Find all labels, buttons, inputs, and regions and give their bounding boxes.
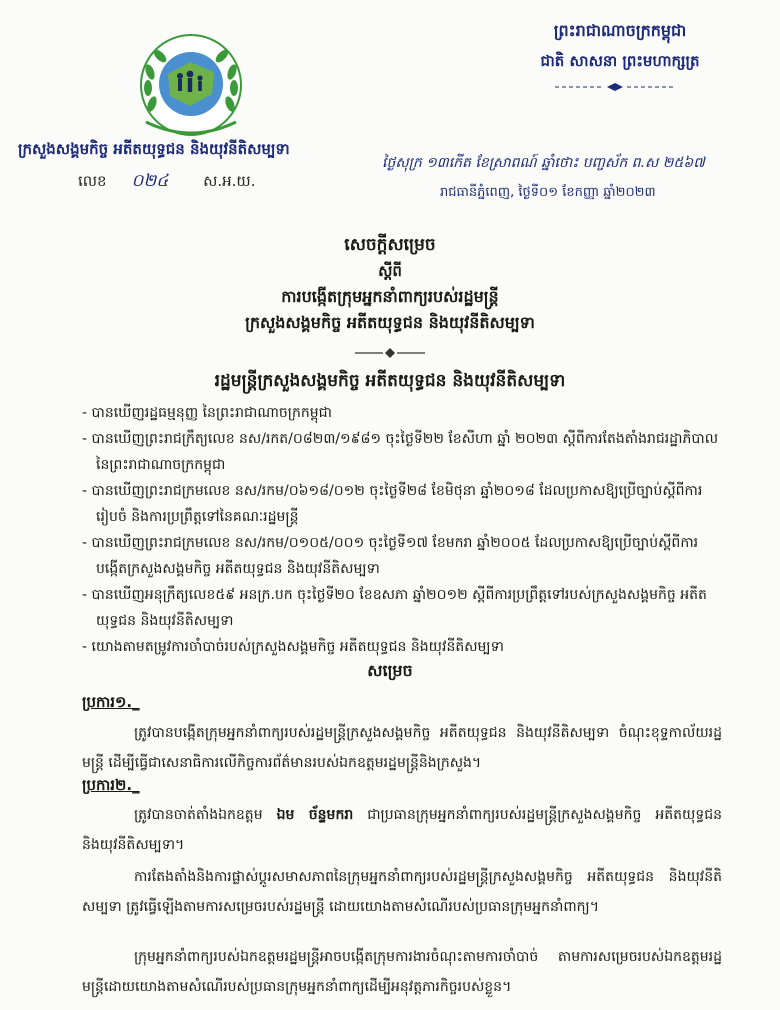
consideration-item: - បានឃើញព្រះរាជក្រមលេខ នស/រកម/០១០៥/០០១ ចុះថ្ងៃទី១៧ ខែមករា ឆ្នាំ២០០៥ ដែលប្រកាសឱ្យប្រើច្បាប់ស្តីពីការបង្កើតក្រសួងសង្គមកិច្ច អតីតយុទ្ធជន និងយុវនីតិសម្បទា <box>82 535 699 577</box>
reference-number <box>78 170 255 195</box>
ministry-name: ក្រសួងសង្គមកិច្ច អតីតយុទ្ធជន និងយុវនីតិសម្បទា <box>18 140 290 158</box>
title-ornament-icon <box>355 347 425 359</box>
kingdom-title: ព្រះរាជាណាចក្រកម្ពុជា <box>553 21 687 40</box>
considerations-list <box>82 400 722 660</box>
document-title <box>0 232 780 336</box>
consideration-item: - បានឃើញរដ្ឋធម្មនុញ្ញ នៃព្រះរាជាណាចក្រកម្ពុជា <box>82 405 332 421</box>
solar-date: រាជធានីភ្នំពេញ, ថ្ងៃទី០១ ខែកញ្ញា ឆ្នាំ២០២៣ <box>440 185 656 200</box>
kingdom-header <box>500 20 740 74</box>
consideration-item: - បានឃើញអនុក្រឹត្យលេខ៥៩ អនក្រ.បក ចុះថ្ងៃទី២០ ខែឧសភា ឆ្នាំ២០១២ ស្តីពីការប្រព្រឹត្តទៅរបស់ក្រសួងសង្គមកិច្ច អតីតយុទ្ធជន និងយុវនីតិសម្បទា <box>82 587 707 629</box>
article-2-text-before: ត្រូវបានចាត់តាំងឯកឧត្តម <box>134 807 277 823</box>
consideration-item: - យោងតាមតម្រូវការចាំបាច់របស់ក្រសួងសង្គមកិច្ច អតីតយុទ្ធជន និងយុវនីតិសម្បទា <box>82 639 504 655</box>
ref-number: ០២៤ <box>131 171 169 191</box>
title-ministry: ក្រសួងសង្គមកិច្ច អតីតយុទ្ធជន និងយុវនីតិសម្បទា <box>245 313 535 332</box>
document-type: សេចក្តីសម្រេច <box>344 235 436 255</box>
lunar-date: ថ្ងៃសុក្រ ១៣កើត ខែស្រាពណ៍ ឆ្នាំថោះ បញ្ចស័ក ព.ស ២៥៦៧ <box>382 155 705 171</box>
article-2-title: ប្រការ២._ <box>82 776 140 794</box>
ref-suffix: ស.អ.យ. <box>203 172 256 190</box>
article-2-paragraph-3: ក្រុមអ្នកនាំពាក្យរបស់ឯកឧត្តមរដ្ឋមន្ត្រីអាចបង្កើតក្រុមការងារចំណុះតាមការចាំបាច់ តាមការសម្រេចរបស់ឯកឧត្តមរដ្ឋមន្ត្រីដោយយោងតាមសំណើរបស់ប្រធានក្រុមអ្នកនាំពាក្យដើម្បីអនុវត្តភារកិច្ចរបស់ខ្លួន។ <box>82 949 722 995</box>
article-1-title: ប្រការ១._ <box>82 693 140 711</box>
consideration-item: - បានឃើញព្រះរាជក្រមលេខ នស/រកម/០៦១៨/០១២ ចុះថ្ងៃទី២៨ ខែមិថុនា ឆ្នាំ២០១៨ ដែលប្រកាសឱ្យប្រើច្បាប់ស្តីពីការរៀបចំ និងការប្រព្រឹត្តទៅនៃគណៈរដ្ឋមន្ត្រី <box>82 483 703 525</box>
article-2-paragraph-2: ការតែងតាំងនិងការផ្លាស់ប្តូរសមាសភាពនៃក្រុមអ្នកនាំពាក្យរបស់រដ្ឋមន្ត្រីក្រសួងសង្គមកិច្ច អតីតយុទ្ធជន និងយុវនីតិសម្បទា ត្រូវធ្វើឡើងតាមការសម្រេចរបស់រដ្ឋមន្ត្រី ដោយយោងតាមសំណើរបស់ប្រធានក្រុមអ្នកនាំពាក្យ។ <box>82 869 722 915</box>
article-1-text: ត្រូវបានបង្កើតក្រុមអ្នកនាំពាក្យរបស់រដ្ឋមន្ត្រីក្រសួងសង្គមកិច្ច អតីតយុទ្ធជន និងយុវនីតិសម្បទា ចំណុះខុទ្ទកាល័យរដ្ឋមន្ត្រី ដើម្បីធ្វើជាសេនាធិការលើកិច្ចការព័ត៌មានរបស់ឯកឧត្តមរដ្ឋមន្ត្រីនិងក្រសួង។ <box>82 725 722 771</box>
title-about: ស្តីពី <box>378 262 402 280</box>
spokesperson-name: ឯម ច័ន្ទមករា <box>276 807 354 823</box>
title-subject: ការបង្កើតក្រុមអ្នកនាំពាក្យរបស់រដ្ឋមន្ត្រី <box>281 287 499 306</box>
article-2-paragraph-1 <box>82 800 722 860</box>
ministry-logo-icon <box>138 32 244 138</box>
minister-heading: រដ្ឋមន្ត្រីក្រសួងសង្គមកិច្ច អតីតយុទ្ធជន និងយុវនីតិសម្បទា <box>214 371 566 391</box>
header-ornament-icon <box>555 82 675 92</box>
decision-heading: សម្រេច <box>367 661 413 680</box>
ref-label: លេខ <box>78 172 107 190</box>
article-2-text-after: ជាប្រធានក្រុមអ្នកនាំពាក្យរបស់រដ្ឋមន្ត្រីក្រសួងសង្គមកិច្ច អតីតយុទ្ធជន និងយុវនីតិសម្បទា។ <box>82 807 722 853</box>
consideration-item: - បានឃើញព្រះរាជក្រឹត្យលេខ នស/រកត/០៨២៣/១៩៨១ ចុះថ្ងៃទី២២ ខែសីហា ឆ្នាំ ២០២៣ ស្តីពីការតែងតាំងរាជរដ្ឋាភិបាលនៃព្រះរាជាណាចក្រកម្ពុជា <box>82 431 719 473</box>
national-motto: ជាតិ សាសនា ព្រះមហាក្សត្រ <box>540 52 700 70</box>
